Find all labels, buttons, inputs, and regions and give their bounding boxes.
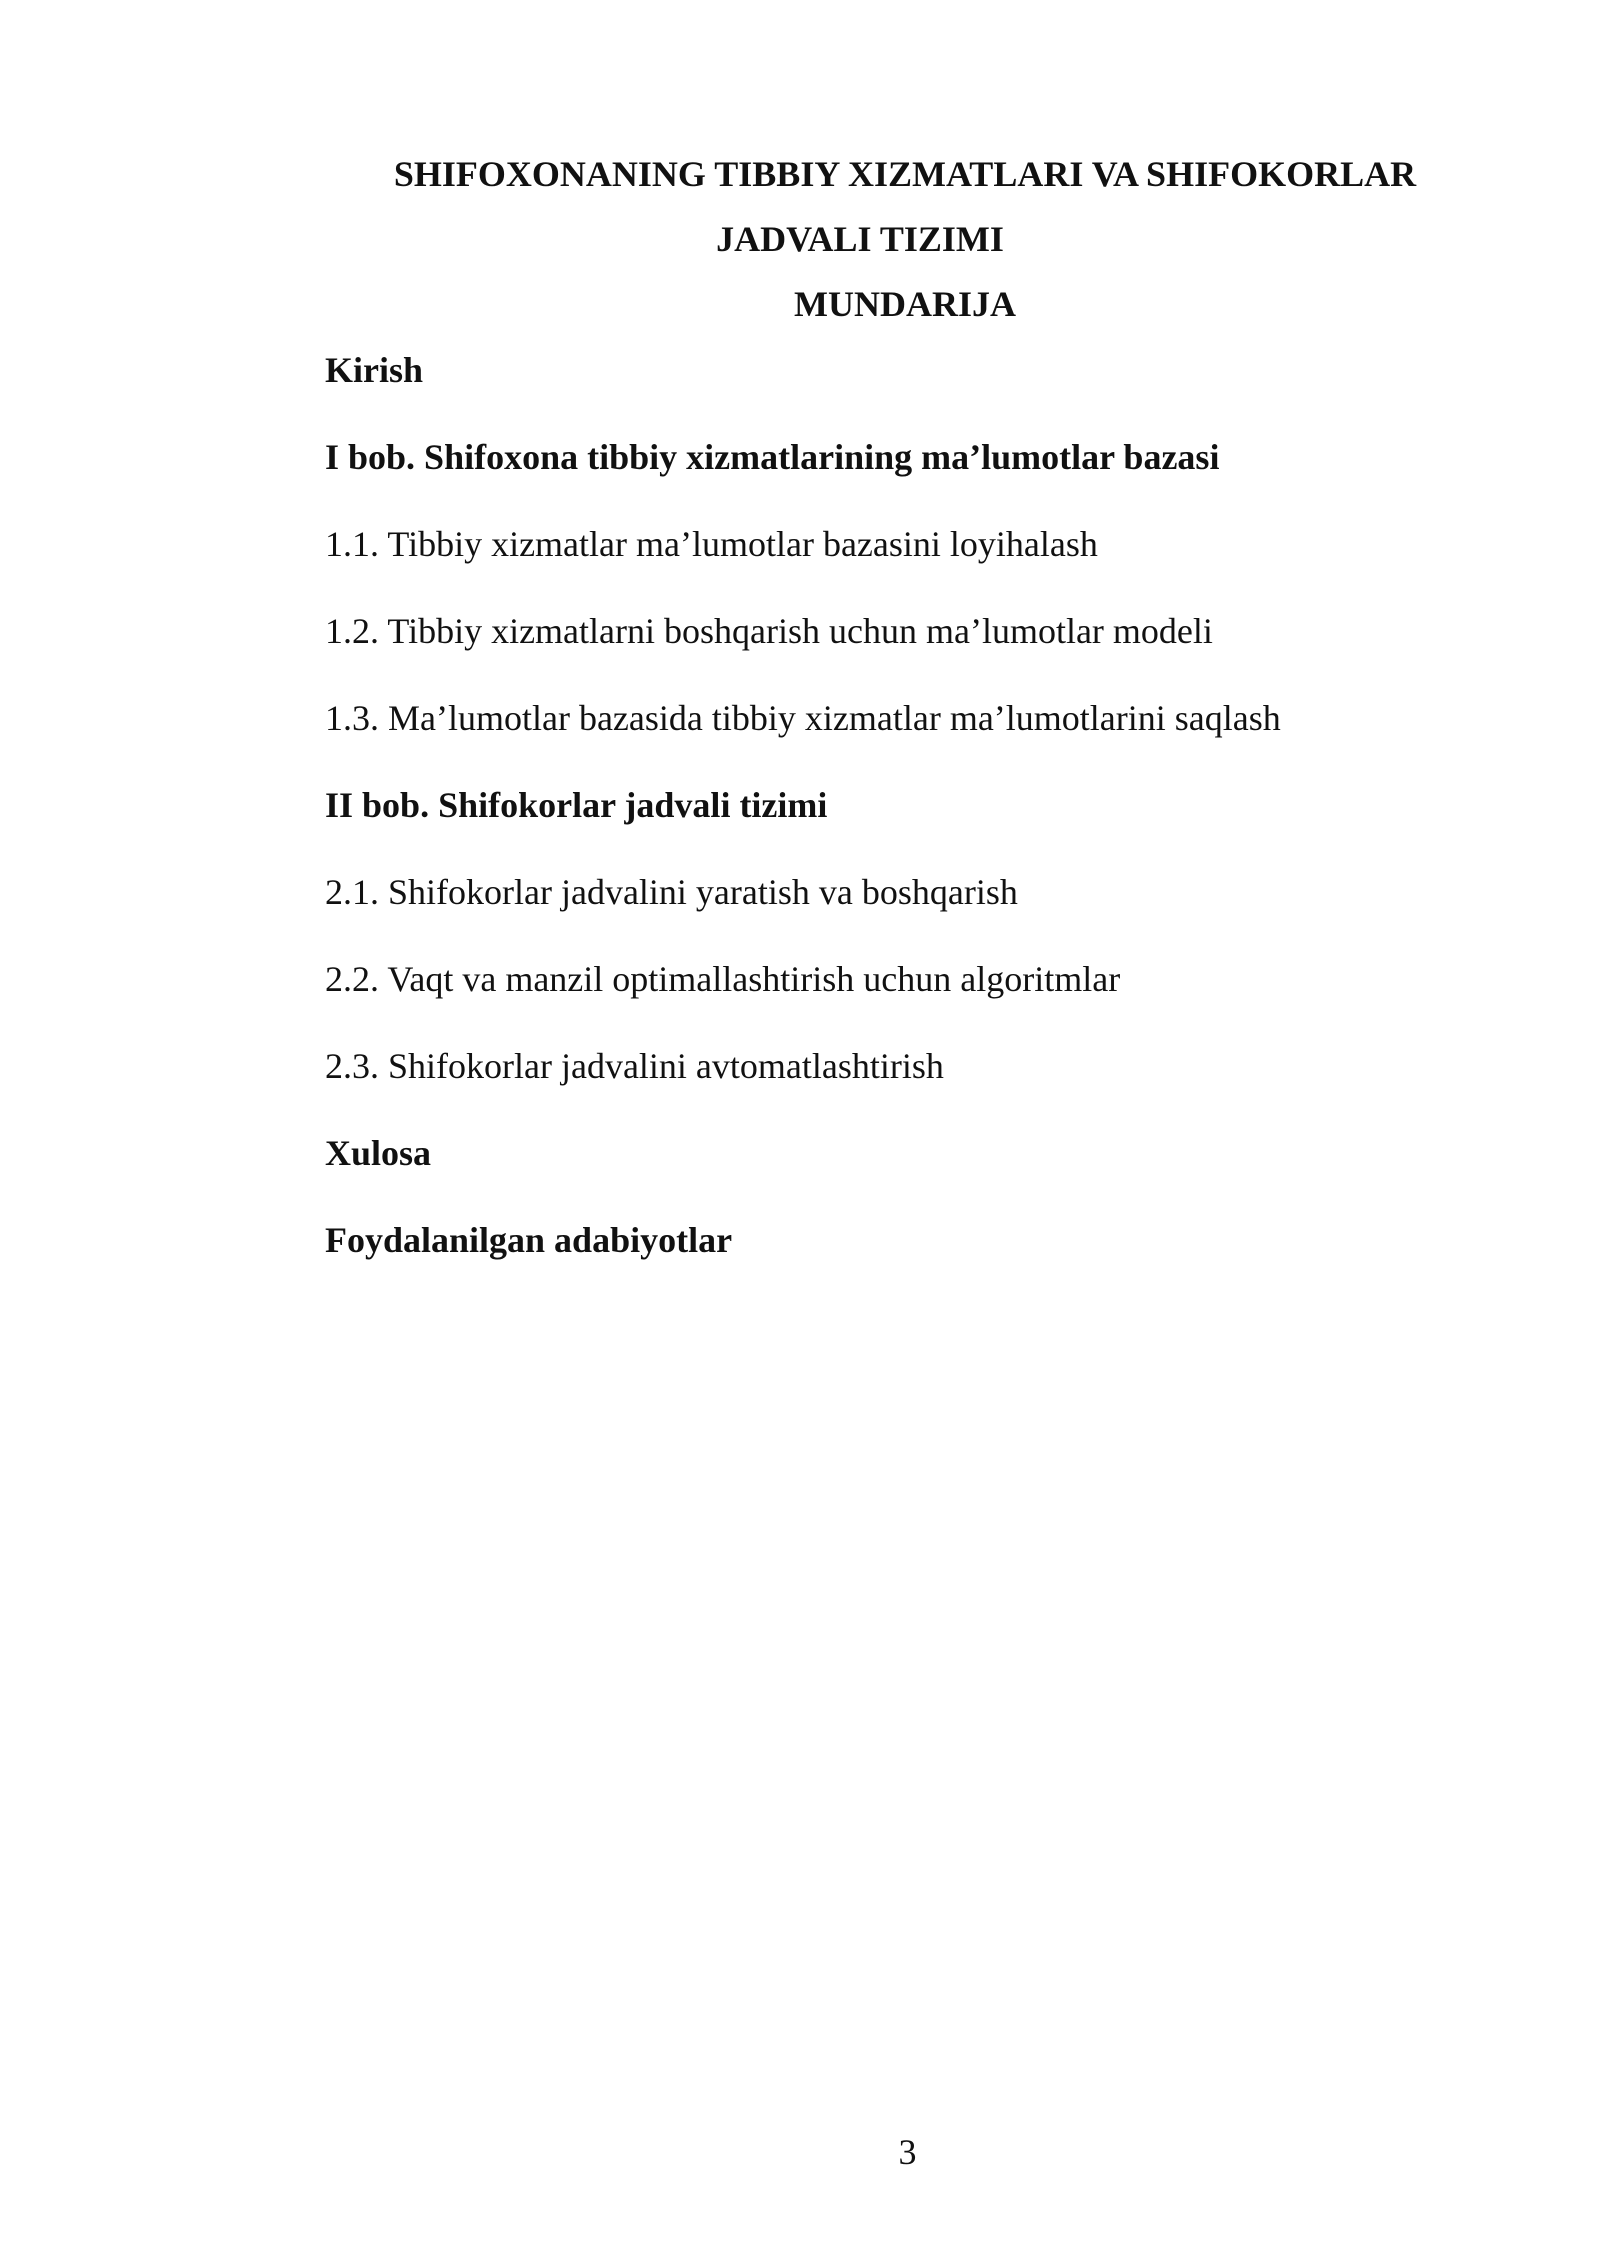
document-title-line-1: SHIFOXONANING TIBBIY XIZMATLARI VA SHIFOKORLAR: [393, 154, 1417, 194]
toc-entry-chapter-1: I bob. Shifoxona tibbiy xizmatlarining ma’lumotlar bazasi: [325, 437, 1220, 477]
toc-heading: MUNDARIJA: [794, 284, 1016, 324]
toc-entry-section-1-2: 1.2. Tibbiy xizmatlarni boshqarish uchun ma’lumotlar modeli: [325, 611, 1213, 651]
toc-entry-section-2-1: 2.1. Shifokorlar jadvalini yaratish va boshqarish: [325, 872, 1018, 912]
page-number: 3: [898, 2132, 917, 2172]
toc-entry-section-2-3: 2.3. Shifokorlar jadvalini avtomatlashtirish: [325, 1046, 944, 1086]
toc-entry-conclusion: Xulosa: [325, 1133, 432, 1173]
toc-entry-section-2-2: 2.2. Vaqt va manzil optimallashtirish uchun algoritmlar: [325, 959, 1121, 999]
toc-entry-introduction: Kirish: [325, 350, 424, 390]
document-title-line-2: JADVALI TIZIMI: [716, 219, 1004, 259]
toc-entry-section-1-3: 1.3. Ma’lumotlar bazasida tibbiy xizmatlar ma’lumotlarini saqlash: [325, 698, 1281, 738]
toc-entry-chapter-2: II bob. Shifokorlar jadvali tizimi: [325, 785, 828, 825]
toc-entry-section-1-1: 1.1. Tibbiy xizmatlar ma’lumotlar bazasini loyihalash: [325, 524, 1098, 564]
toc-entry-references: Foydalanilgan adabiyotlar: [325, 1220, 733, 1260]
